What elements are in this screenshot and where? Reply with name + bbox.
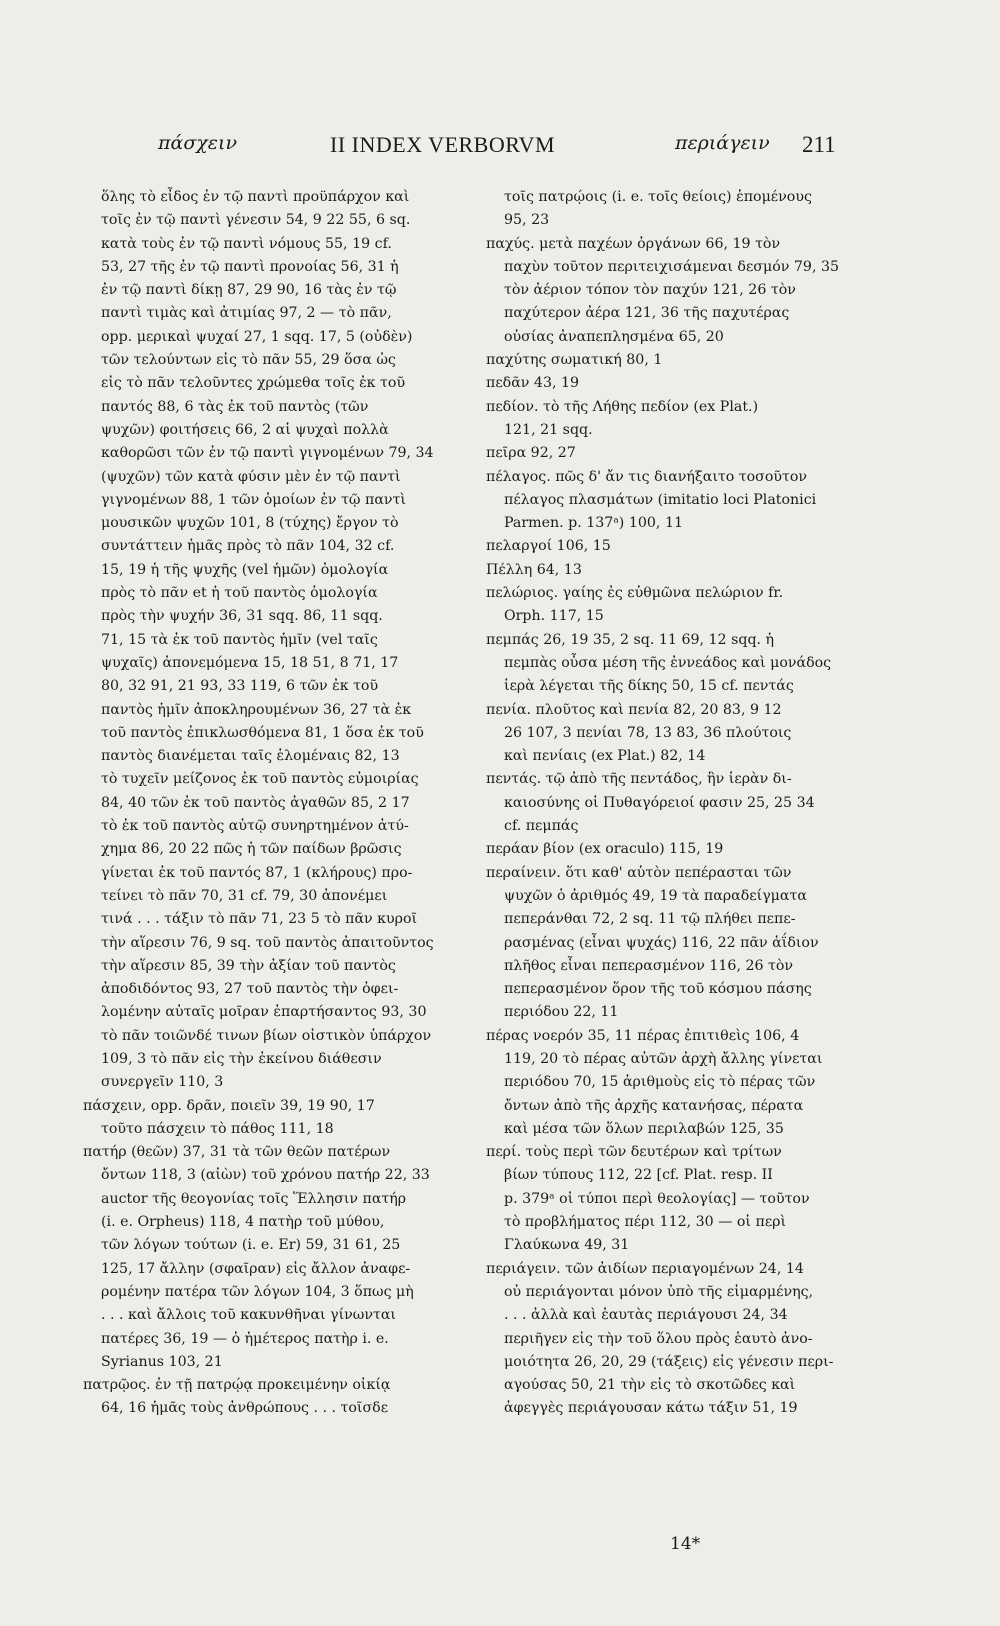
index-line: καὶ πενίαις (ex Plat.) 82, 14: [504, 748, 706, 765]
index-line: πρὸς τὴν ψυχήν 36, 31 sqq. 86, 11 sqq.: [101, 608, 383, 625]
index-line: 84, 40 τῶν ἐκ τοῦ παντὸς ἀγαθῶν 85, 2 17: [101, 794, 410, 811]
index-line: 80, 32 91, 21 93, 33 119, 6 τῶν ἐκ τοῦ: [101, 678, 379, 695]
index-line: τὸ προβλήματος πέρι 112, 30 — οἱ περὶ: [504, 1214, 787, 1231]
index-line: τῶν τελούντων εἰς τὸ πᾶν 55, 29 ὅσα ὡς: [101, 352, 396, 369]
index-line: αγούσας 50, 21 τὴν εἰς τὸ σκοτῶδες καὶ: [504, 1377, 796, 1394]
index-line: περάαν βίον (ex oraculo) 115, 19: [486, 841, 724, 858]
index-line: πατρῷος. ἐν τῇ πατρῴᾳ προκειμένην οἰκίᾳ: [83, 1377, 391, 1394]
index-line: καὶ μέσα τῶν ὅλων περιλαβών 125, 35: [504, 1120, 784, 1137]
index-line: πρὸς τὸ πᾶν et ἡ τοῦ παντὸς ὁμολογία: [101, 585, 378, 602]
index-line: καιοσύνης οἱ Πυθαγόρειοί φασιν 25, 25 34: [504, 794, 815, 811]
index-line: cf. πεμπάς: [504, 818, 579, 835]
index-line: 71, 15 τὰ ἐκ τοῦ παντὸς ἡμῖν (vel ταῖς: [101, 631, 378, 648]
index-line: τὴν αἵρεσιν 76, 9 sq. τοῦ παντὸς ἀπαιτοῦντος: [101, 934, 434, 951]
index-line: πεδίον. τὸ τῆς Λήθης πεδίον (ex Plat.): [486, 398, 759, 415]
index-line: τοῦτο πάσχειν τὸ πάθος 111, 18: [101, 1120, 334, 1137]
index-line: παχύτερον ἀέρα 121, 36 τῆς παχυτέρας: [504, 305, 790, 322]
index-line: τοῖς ἐν τῷ παντὶ γένεσιν 54, 9 22 55, 6 sq.: [101, 212, 411, 229]
index-line: p. 379ᵃ οἱ τύποι περὶ θεολογίας] — τοῦτον: [504, 1190, 810, 1207]
index-line: εἰς τὸ πᾶν τελοῦντες χρώμεθα τοῖς ἐκ τοῦ: [101, 375, 406, 392]
index-line: . . . καὶ ἄλλοις τοῦ κακυνθῆναι γίνωνται: [101, 1307, 396, 1324]
index-line: τῶν λόγων τούτων (i. e. Er) 59, 31 61, 25: [101, 1237, 401, 1254]
index-line: auctor τῆς θεογονίας τοῖς Ἕλλησιν πατήρ: [101, 1190, 407, 1207]
index-line: πεῖρα 92, 27: [486, 445, 576, 462]
index-line: περιόδου 70, 15 ἀριθμοὺς εἰς τὸ πέρας τῶν: [504, 1074, 816, 1091]
index-line: 26 107, 3 πενίαι 78, 13 83, 36 πλούτοις: [504, 724, 792, 741]
index-line: χημα 86, 20 22 πῶς ἡ τῶν παίδων βρῶσις: [101, 841, 402, 858]
index-line: ψυχῶν ὁ ἀριθμός 49, 19 τὰ παραδείγματα: [504, 887, 807, 904]
index-line: παχύς. μετὰ παχέων ὀργάνων 66, 19 τὸν: [486, 235, 781, 252]
signature-mark: 14*: [670, 1534, 701, 1554]
index-line: περαίνειν. ὅτι καθ' αὑτὸν πεπέρασται τῶν: [486, 864, 792, 881]
index-line: 95, 23: [504, 212, 550, 229]
index-line: ὅλης τὸ εἶδος ἐν τῷ παντὶ προϋπάρχον καὶ: [101, 189, 410, 205]
index-line: 121, 21 sqq.: [504, 421, 593, 438]
index-line: παντός 88, 6 τὰς ἐκ τοῦ παντὸς (τῶν: [101, 398, 369, 415]
index-line: ψυχῶν) φοιτήσεις 66, 2 αἱ ψυχαὶ πολλὰ: [101, 421, 389, 438]
index-line: Syrianus 103, 21: [101, 1353, 223, 1370]
index-line: οὐ περιάγονται μόνον ὑπὸ τῆς εἱμαρμένης,: [504, 1283, 814, 1300]
index-line: ἀφεγγὲς περιάγουσαν κάτω τάξιν 51, 19: [504, 1400, 798, 1417]
index-line: παχύτης σωματική 80, 1: [486, 352, 663, 369]
index-line: πεντάς. τῷ ἀπὸ τῆς πεντάδος, ἣν ἱερὰν δι-: [486, 771, 792, 788]
index-line: πεπεράνθαι 72, 2 sq. 11 τῷ πλήθει πεπε-: [504, 911, 796, 928]
index-line: καθορῶσι τῶν ἐν τῷ παντὶ γιγνομένων 79, 34: [101, 445, 434, 462]
index-line: τὸν ἀέριον τόπον τὸν παχύν 121, 26 τὸν: [504, 282, 796, 299]
index-line: Πέλλη 64, 13: [486, 561, 582, 578]
index-line: πεμπάς 26, 19 35, 2 sq. 11 69, 12 sqq. ἡ: [486, 631, 775, 648]
index-line: τινά . . . τάξιν τὸ πᾶν 71, 23 5 τὸ πᾶν κυροῖ: [101, 911, 418, 928]
index-line: κατὰ τοὺς ἐν τῷ παντὶ νόμους 55, 19 cf.: [101, 235, 392, 252]
index-line: 53, 27 τῆς ἐν τῷ παντὶ προνοίας 56, 31 ἡ: [101, 258, 399, 275]
index-line: 64, 16 ἡμᾶς τοὺς ἀνθρώπους . . . τοῖσδε: [101, 1400, 389, 1417]
index-line: (ψυχῶν) τῶν κατὰ φύσιν μὲν ἐν τῷ παντὶ: [101, 468, 401, 485]
index-line: 125, 17 ἄλλην (σφαῖραν) εἰς ἄλλον ἀναφε-: [101, 1260, 411, 1277]
index-line: ἱερὰ λέγεται τῆς δίκης 50, 15 cf. πεντάς: [504, 678, 794, 695]
index-line: περιόδου 22, 11: [504, 1004, 619, 1021]
index-line: παντὶ τιμὰς καὶ ἀτιμίας 97, 2 — τὸ πᾶν,: [101, 305, 392, 322]
index-line: ρασμένας (εἶναι ψυχάς) 116, 22 πᾶν ἀΐδιον: [504, 934, 819, 951]
index-line: πεδᾶν 43, 19: [486, 375, 580, 392]
index-line: πέλαγος πλασμάτων (imitatio loci Platonici: [504, 491, 817, 508]
index-line: 119, 20 τὸ πέρας αὐτῶν ἀρχὴ ἄλλης γίνεται: [504, 1050, 823, 1067]
index-line: τὸ πᾶν τοιῶνδέ τινων βίων οἰστικὸν ὑπάρχον: [101, 1027, 432, 1044]
index-line: πατέρες 36, 19 — ὁ ἡμέτερος πατὴρ i. e.: [101, 1330, 389, 1347]
index-line: πελαργοί 106, 15: [486, 538, 611, 555]
index-line: τοῦ παντὸς ἐπικλωσθόμενα 81, 1 ὅσα ἐκ τοῦ: [101, 724, 424, 741]
index-line: περιῆγεν εἰς τὴν τοῦ ὅλου πρὸς ἑαυτὸ ἀνο-: [504, 1330, 813, 1347]
index-line: οὐσίας ἀναπεπλησμένα 65, 20: [504, 328, 724, 345]
left-running-head: πάσχειν: [158, 132, 237, 154]
index-line: τείνει τὸ πᾶν 70, 31 cf. 79, 30 ἀπονέμει: [101, 887, 388, 904]
index-line: . . . ἀλλὰ καὶ ἑαυτὰς περιάγουσι 24, 34: [504, 1307, 788, 1324]
index-line: ὄντων 118, 3 (αἰὼν) τοῦ χρόνου πατήρ 22, 33: [101, 1167, 430, 1184]
index-line: Γλαύκωνα 49, 31: [504, 1237, 630, 1254]
index-line: πεμπὰς οὖσα μέση τῆς ἐννεάδος καὶ μονάδος: [504, 654, 832, 671]
index-line: περιάγειν. τῶν ἀιδίων περιαγομένων 24, 14: [486, 1260, 804, 1277]
index-line: πέρας νοερόν 35, 11 πέρας ἐπιτιθεὶς 106, 4: [486, 1027, 800, 1044]
right-running-head: περιάγειν: [675, 132, 770, 154]
index-line: μοιότητα 26, 20, 29 (τάξεις) εἰς γένεσιν περι-: [504, 1353, 834, 1370]
page-number: 211: [802, 132, 836, 157]
index-line: τὴν αἵρεσιν 85, 39 τὴν ἀξίαν τοῦ παντὸς: [101, 957, 396, 974]
index-line: λομένην αὐταῖς μοῖραν ἐπαρτήσαντος 93, 30: [101, 1004, 427, 1021]
index-line: ἐν τῷ παντὶ δίκῃ 87, 29 90, 16 τὰς ἐν τῷ: [101, 282, 397, 299]
section-title: II INDEX VERBORVM: [330, 132, 556, 157]
index-line: opp. μερικαὶ ψυχαί 27, 1 sqq. 17, 5 (οὐδὲν): [101, 328, 413, 345]
index-line: μουσικῶν ψυχῶν 101, 8 (τύχης) ἔργον τὸ: [101, 515, 399, 532]
index-line: συντάττειν ἡμᾶς πρὸς τὸ πᾶν 104, 32 cf.: [101, 538, 395, 555]
index-line: ψυχαῖς) ἀπονεμόμενα 15, 18 51, 8 71, 17: [101, 654, 399, 671]
right-column: [486, 186, 846, 1421]
index-line: πέλαγος. πῶς δ' ἄν τις διανήξαιτο τοσοῦτον: [486, 468, 808, 485]
index-line: Parmen. p. 137ᵃ) 100, 11: [504, 515, 684, 532]
index-line: ρομένην πατέρα τῶν λόγων 104, 3 ὅπως μὴ: [101, 1283, 414, 1300]
index-line: τὸ τυχεῖν μείζονος ἐκ τοῦ παντὸς εὐμοιρίας: [101, 771, 419, 788]
index-line: ἀποδιδόντος 93, 27 τοῦ παντὸς τὴν ὀφει-: [101, 981, 399, 998]
index-line: παχὺν τοῦτον περιτειχισάμεναι δεσμόν 79, 35: [504, 258, 840, 275]
running-header: [0, 132, 1000, 162]
index-line: τὸ ἐκ τοῦ παντὸς αὐτῷ συνηρτημένον ἀτύ-: [101, 818, 409, 835]
index-line: 15, 19 ἡ τῆς ψυχῆς (vel ἡμῶν) ὁμολογία: [101, 561, 389, 578]
index-line: πλῆθος εἶναι πεπερασμένον 116, 26 τὸν: [504, 957, 794, 974]
index-line: γιγνομένων 88, 1 τῶν ὁμοίων ἐν τῷ παντὶ: [101, 491, 406, 508]
left-column: [83, 186, 453, 1421]
index-line: συνεργεῖν 110, 3: [101, 1074, 224, 1091]
index-line: 109, 3 τὸ πᾶν εἰς τὴν ἐκείνου διάθεσιν: [101, 1050, 382, 1067]
index-line: πεπερασμένον ὅρον τῆς τοῦ κόσμου πάσης: [504, 981, 812, 998]
index-line: Orph. 117, 15: [504, 608, 604, 625]
index-line: πατήρ (θεῶν) 37, 31 τὰ τῶν θεῶν πατέρων: [83, 1144, 391, 1161]
index-line: τοῖς πατρῴοις (i. e. τοῖς θείοις) ἑπομένους: [504, 189, 812, 205]
index-line: πελώριος. γαίης ἐς εὐθμῶνα πελώριον fr.: [486, 585, 784, 602]
index-line: βίων τύπους 112, 22 [cf. Plat. resp. II: [504, 1167, 773, 1184]
index-line: πενία. πλοῦτος καὶ πενία 82, 20 83, 9 12: [486, 701, 782, 718]
index-line: περί. τοὺς περὶ τῶν δευτέρων καὶ τρίτων: [486, 1144, 782, 1161]
index-line: πάσχειν, opp. δρᾶν, ποιεῖν 39, 19 90, 17: [83, 1097, 375, 1114]
index-line: παντὸς ἡμῖν ἀποκληρουμένων 36, 27 τὰ ἐκ: [101, 701, 412, 718]
index-line: ὄντων ἀπὸ τῆς ἀρχῆς κατανήσας, πέρατα: [504, 1097, 804, 1114]
index-line: (i. e. Orpheus) 118, 4 πατὴρ τοῦ μύθου,: [101, 1214, 385, 1231]
index-line: παντὸς διανέμεται ταῖς ἑλομέναις 82, 13: [101, 748, 400, 765]
index-line: γίνεται ἐκ τοῦ παντός 87, 1 (κλήρους) προ-: [101, 864, 413, 881]
